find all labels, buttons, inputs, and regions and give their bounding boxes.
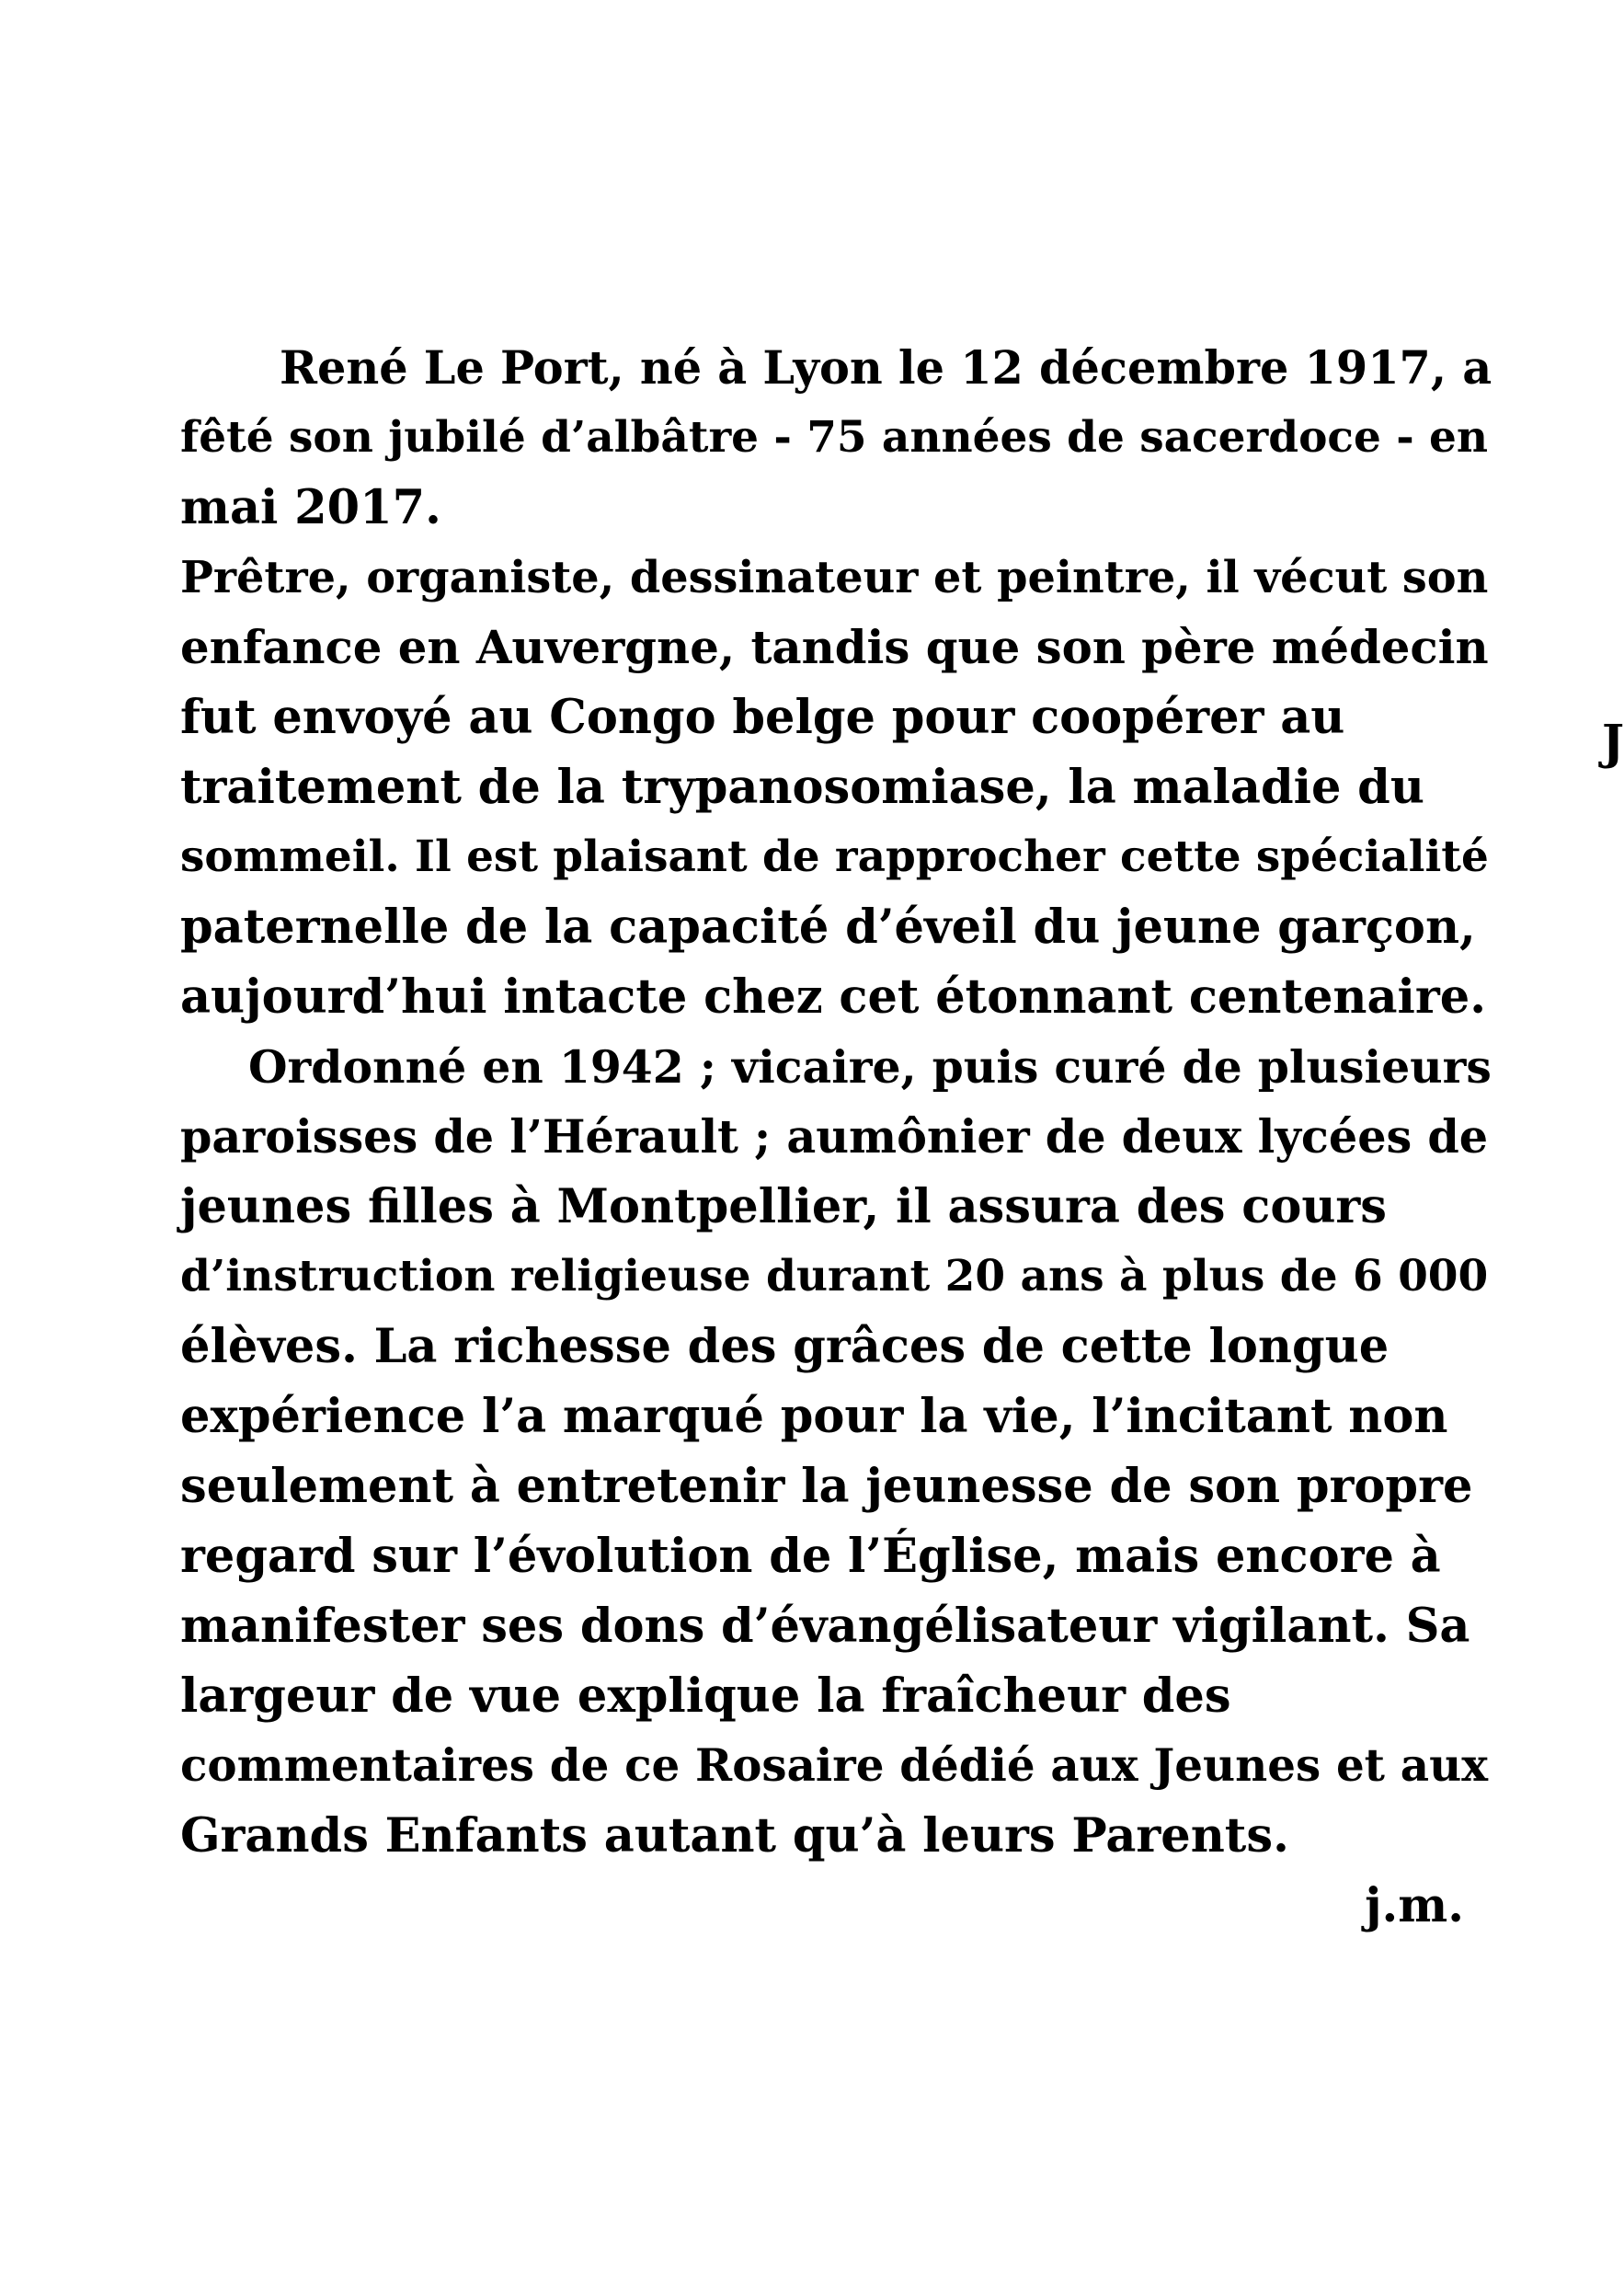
text-line: d’instruction religieuse durant 20 ans à plus de 6 000 bbox=[180, 1251, 1489, 1302]
text-line: regard sur l’évolution de l’Église, mais encore à bbox=[180, 1529, 1441, 1584]
text-line: Prêtre, organiste, dessinateur et peintre, il vécut son bbox=[180, 552, 1489, 603]
text-line: René Le Port, né à Lyon le 12 décembre 1917, a bbox=[280, 341, 1492, 395]
text-line: sommeil. Il est plaisant de rapprocher cette spécialité bbox=[180, 831, 1489, 882]
text-line: largeur de vue explique la fraîcheur des bbox=[180, 1668, 1231, 1724]
text-line: aujourd’hui intacte chez cet étonnant centenaire. bbox=[180, 969, 1487, 1025]
text-line: traitement de la trypanosomiase, la maladie du bbox=[180, 760, 1424, 815]
text-line: expérience l’a marqué pour la vie, l’incitant non bbox=[180, 1389, 1448, 1444]
signature: j.m. bbox=[1365, 1878, 1464, 1933]
text-line: enfance en Auvergne, tandis que son père médecin bbox=[180, 620, 1489, 674]
text-line: Ordonné en 1942 ; vicaire, puis curé de plusieurs bbox=[248, 1040, 1492, 1094]
text-line: manifester ses dons d’évangélisateur vigilant. Sa bbox=[180, 1599, 1470, 1654]
body-text bbox=[180, 333, 1495, 1941]
text-line: paternelle de la capacité d’éveil du jeune garçon, bbox=[180, 900, 1476, 955]
text-line: fêté son jubilé d’albâtre - 75 années de sacerdoce - en bbox=[180, 412, 1489, 463]
edge-text-fragment: J bbox=[1602, 716, 1624, 771]
text-line: mai 2017. bbox=[180, 480, 441, 535]
text-line: fut envoyé au Congo belge pour coopérer au bbox=[180, 690, 1345, 745]
text-line: paroisses de l’Hérault ; aumônier de deux lycées de bbox=[180, 1110, 1489, 1164]
text-line: Grands Enfants autant qu’à leurs Parents. bbox=[180, 1808, 1289, 1863]
text-line: jeunes filles à Montpellier, il assura des cours bbox=[180, 1179, 1388, 1234]
text-line: seulement à entretenir la jeunesse de son propre bbox=[180, 1459, 1473, 1514]
text-line: commentaires de ce Rosaire dédié aux Jeunes et aux bbox=[180, 1740, 1488, 1792]
text-line: élèves. La richesse des grâces de cette longue bbox=[180, 1319, 1390, 1374]
